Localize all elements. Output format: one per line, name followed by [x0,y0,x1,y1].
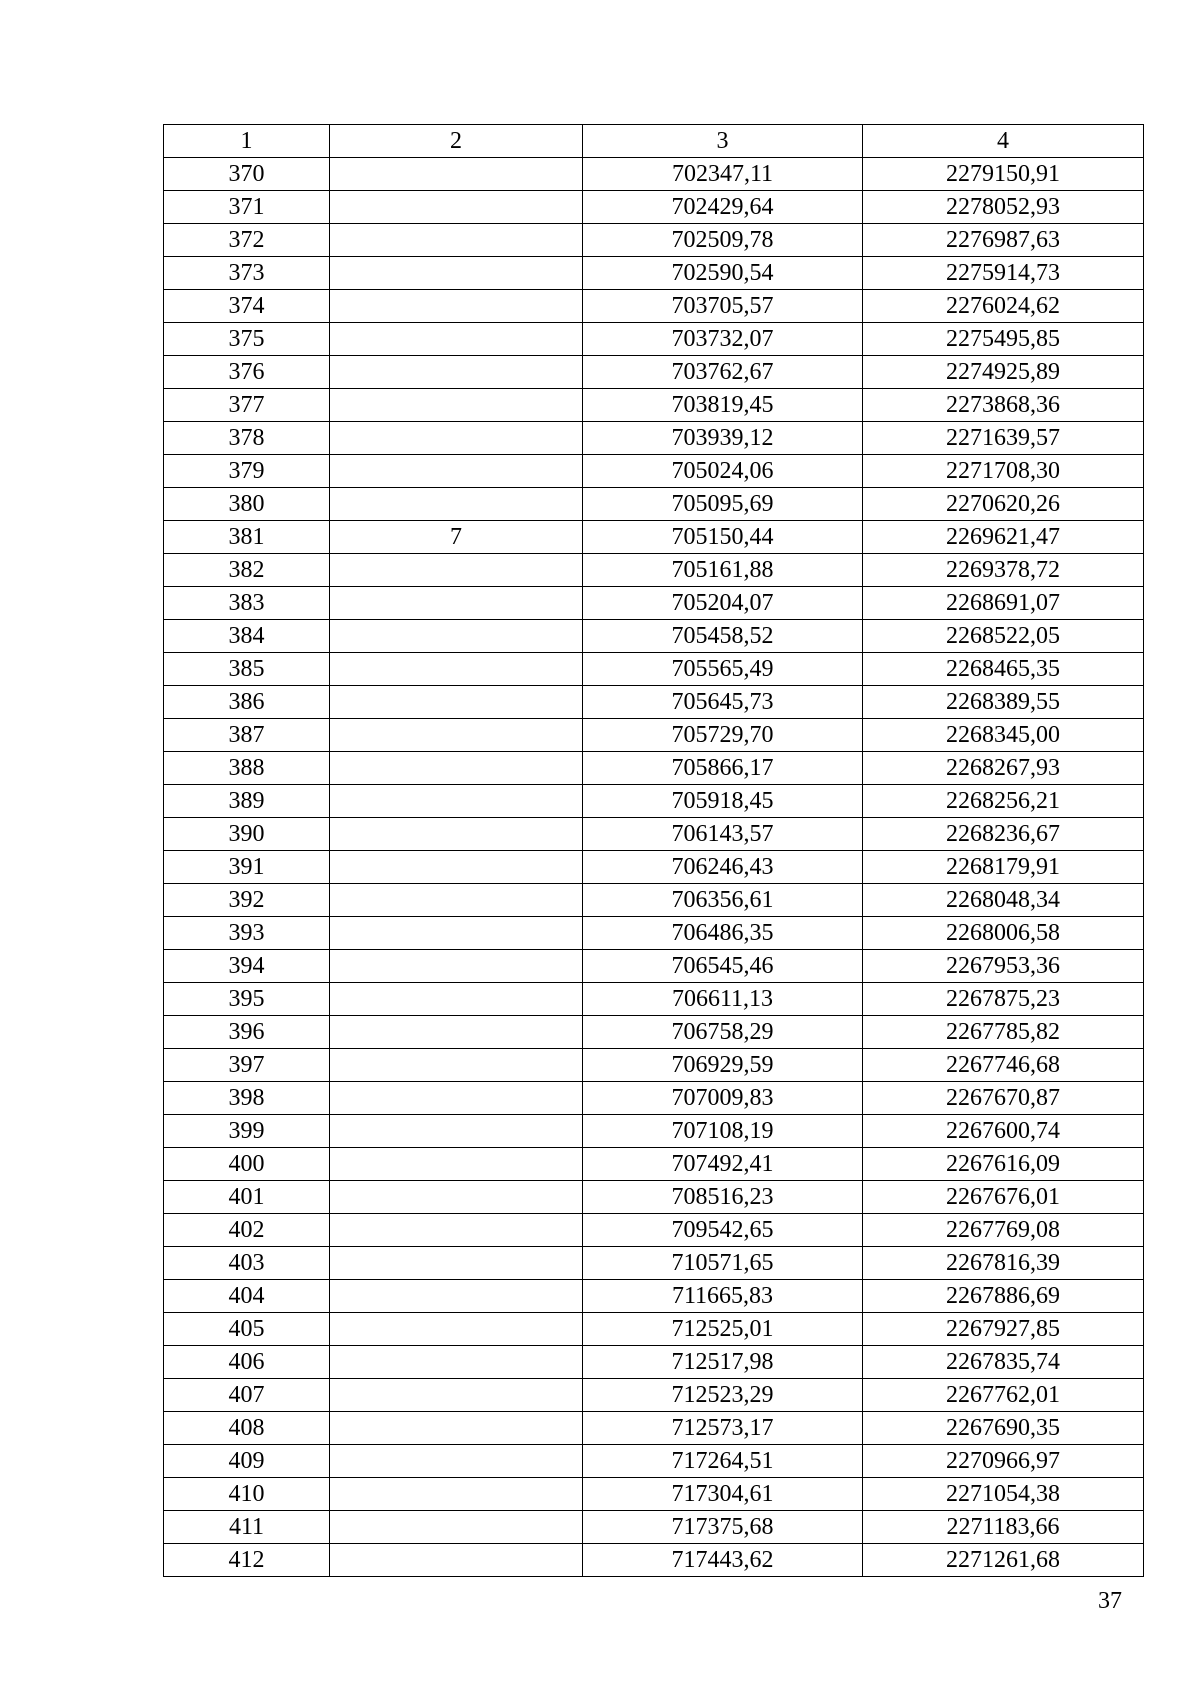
cell-point-number: 389 [164,785,330,818]
cell-point-number: 404 [164,1280,330,1313]
cell-coordinate-y: 2271183,66 [863,1511,1144,1544]
cell-point-number: 379 [164,455,330,488]
table-row [164,1412,1144,1445]
cell-coordinate-y: 2268691,07 [863,587,1144,620]
table-row [164,1016,1144,1049]
cell-coordinate-x: 702347,11 [583,158,863,191]
cell-point-number: 387 [164,719,330,752]
table-body [164,158,1144,1577]
cell-section-number [330,1445,583,1478]
cell-coordinate-y: 2267762,01 [863,1379,1144,1412]
cell-section-number [330,719,583,752]
table-row [164,521,1144,554]
cell-point-number: 402 [164,1214,330,1247]
cell-coordinate-y: 2275495,85 [863,323,1144,356]
cell-point-number: 393 [164,917,330,950]
cell-point-number: 407 [164,1379,330,1412]
cell-coordinate-x: 705204,07 [583,587,863,620]
table-row [164,323,1144,356]
cell-section-number: 7 [330,521,583,554]
cell-section-number [330,752,583,785]
cell-point-number: 378 [164,422,330,455]
cell-coordinate-y: 2267785,82 [863,1016,1144,1049]
cell-coordinate-y: 2268389,55 [863,686,1144,719]
cell-section-number [330,851,583,884]
cell-coordinate-x: 707108,19 [583,1115,863,1148]
cell-point-number: 412 [164,1544,330,1577]
table-row [164,1247,1144,1280]
cell-coordinate-x: 717375,68 [583,1511,863,1544]
cell-point-number: 399 [164,1115,330,1148]
table-row [164,290,1144,323]
cell-section-number [330,290,583,323]
cell-coordinate-x: 717264,51 [583,1445,863,1478]
cell-point-number: 381 [164,521,330,554]
cell-point-number: 408 [164,1412,330,1445]
table-row [164,752,1144,785]
cell-coordinate-x: 706611,13 [583,983,863,1016]
coordinates-table [163,124,1144,1577]
cell-section-number [330,455,583,488]
cell-point-number: 398 [164,1082,330,1115]
cell-point-number: 392 [164,884,330,917]
cell-point-number: 385 [164,653,330,686]
cell-point-number: 386 [164,686,330,719]
table-row [164,983,1144,1016]
cell-coordinate-y: 2276024,62 [863,290,1144,323]
cell-coordinate-x: 705024,06 [583,455,863,488]
cell-coordinate-y: 2276987,63 [863,224,1144,257]
column-header-section-number: 2 [330,125,583,158]
cell-point-number: 384 [164,620,330,653]
cell-coordinate-x: 712525,01 [583,1313,863,1346]
cell-coordinate-x: 717443,62 [583,1544,863,1577]
cell-point-number: 401 [164,1181,330,1214]
table-row [164,587,1144,620]
cell-coordinate-x: 705645,73 [583,686,863,719]
table-row [164,1379,1144,1412]
table-row [164,1445,1144,1478]
cell-coordinate-y: 2267875,23 [863,983,1144,1016]
table-row [164,1511,1144,1544]
table-row [164,785,1144,818]
column-header-coordinate-y: 4 [863,125,1144,158]
cell-coordinate-x: 703819,45 [583,389,863,422]
cell-coordinate-y: 2268256,21 [863,785,1144,818]
cell-section-number [330,1082,583,1115]
cell-coordinate-x: 707492,41 [583,1148,863,1181]
cell-coordinate-y: 2275914,73 [863,257,1144,290]
cell-coordinate-y: 2271708,30 [863,455,1144,488]
cell-coordinate-y: 2268465,35 [863,653,1144,686]
cell-coordinate-x: 708516,23 [583,1181,863,1214]
cell-point-number: 409 [164,1445,330,1478]
cell-coordinate-x: 705095,69 [583,488,863,521]
cell-coordinate-x: 702509,78 [583,224,863,257]
table-row [164,191,1144,224]
cell-point-number: 394 [164,950,330,983]
table-row [164,1346,1144,1379]
cell-point-number: 375 [164,323,330,356]
cell-section-number [330,1049,583,1082]
table-row [164,818,1144,851]
table-row [164,389,1144,422]
cell-coordinate-y: 2271639,57 [863,422,1144,455]
cell-coordinate-x: 705458,52 [583,620,863,653]
cell-point-number: 411 [164,1511,330,1544]
cell-coordinate-y: 2268345,00 [863,719,1144,752]
table-row [164,1478,1144,1511]
cell-coordinate-x: 703939,12 [583,422,863,455]
cell-coordinate-x: 705161,88 [583,554,863,587]
cell-coordinate-x: 702590,54 [583,257,863,290]
cell-section-number [330,422,583,455]
cell-point-number: 382 [164,554,330,587]
cell-coordinate-x: 706246,43 [583,851,863,884]
cell-coordinate-y: 2270966,97 [863,1445,1144,1478]
cell-coordinate-x: 705918,45 [583,785,863,818]
cell-section-number [330,323,583,356]
table-row [164,488,1144,521]
cell-coordinate-x: 703705,57 [583,290,863,323]
cell-section-number [330,620,583,653]
column-header-coordinate-x: 3 [583,125,863,158]
table-row [164,1181,1144,1214]
table-row [164,719,1144,752]
cell-coordinate-x: 706143,57 [583,818,863,851]
cell-coordinate-x: 705565,49 [583,653,863,686]
cell-coordinate-y: 2269378,72 [863,554,1144,587]
table-row [164,224,1144,257]
cell-point-number: 376 [164,356,330,389]
cell-point-number: 410 [164,1478,330,1511]
cell-coordinate-x: 710571,65 [583,1247,863,1280]
cell-coordinate-y: 2268236,67 [863,818,1144,851]
cell-coordinate-y: 2268048,34 [863,884,1144,917]
cell-point-number: 388 [164,752,330,785]
cell-point-number: 397 [164,1049,330,1082]
cell-section-number [330,1280,583,1313]
cell-coordinate-x: 712573,17 [583,1412,863,1445]
cell-section-number [330,224,583,257]
cell-coordinate-y: 2267600,74 [863,1115,1144,1148]
table-row [164,620,1144,653]
cell-coordinate-x: 705729,70 [583,719,863,752]
cell-point-number: 406 [164,1346,330,1379]
cell-section-number [330,785,583,818]
cell-coordinate-y: 2267953,36 [863,950,1144,983]
table-row [164,1313,1144,1346]
cell-section-number [330,257,583,290]
cell-section-number [330,1214,583,1247]
cell-point-number: 390 [164,818,330,851]
cell-section-number [330,1478,583,1511]
cell-point-number: 372 [164,224,330,257]
cell-coordinate-x: 706486,35 [583,917,863,950]
cell-section-number [330,1379,583,1412]
cell-coordinate-y: 2267927,85 [863,1313,1144,1346]
cell-point-number: 391 [164,851,330,884]
cell-coordinate-y: 2268522,05 [863,620,1144,653]
cell-coordinate-y: 2267690,35 [863,1412,1144,1445]
cell-point-number: 371 [164,191,330,224]
cell-section-number [330,950,583,983]
cell-point-number: 403 [164,1247,330,1280]
cell-coordinate-y: 2267886,69 [863,1280,1144,1313]
cell-section-number [330,1544,583,1577]
cell-coordinate-x: 712517,98 [583,1346,863,1379]
table-row [164,653,1144,686]
column-header-point-number: 1 [164,125,330,158]
page-number: 37 [1098,1588,1122,1614]
cell-section-number [330,653,583,686]
table-row [164,686,1144,719]
cell-coordinate-y: 2267616,09 [863,1148,1144,1181]
cell-section-number [330,1115,583,1148]
cell-coordinate-y: 2267816,39 [863,1247,1144,1280]
cell-coordinate-x: 702429,64 [583,191,863,224]
cell-coordinate-x: 706929,59 [583,1049,863,1082]
cell-coordinate-x: 703732,07 [583,323,863,356]
cell-section-number [330,1313,583,1346]
cell-point-number: 373 [164,257,330,290]
cell-point-number: 370 [164,158,330,191]
cell-section-number [330,191,583,224]
table-row [164,851,1144,884]
cell-section-number [330,1412,583,1445]
cell-section-number [330,488,583,521]
cell-coordinate-x: 706545,46 [583,950,863,983]
cell-section-number [330,356,583,389]
cell-point-number: 405 [164,1313,330,1346]
cell-coordinate-x: 709542,65 [583,1214,863,1247]
coordinates-sheet [163,124,1143,1577]
cell-point-number: 380 [164,488,330,521]
cell-coordinate-y: 2267835,74 [863,1346,1144,1379]
table-row [164,917,1144,950]
table-row [164,158,1144,191]
cell-coordinate-x: 707009,83 [583,1082,863,1115]
cell-coordinate-y: 2267746,68 [863,1049,1144,1082]
cell-section-number [330,1346,583,1379]
cell-coordinate-x: 703762,67 [583,356,863,389]
cell-coordinate-y: 2268179,91 [863,851,1144,884]
table-row [164,884,1144,917]
table-row [164,1544,1144,1577]
table-row [164,554,1144,587]
cell-coordinate-y: 2267769,08 [863,1214,1144,1247]
table-row [164,356,1144,389]
cell-coordinate-y: 2268267,93 [863,752,1144,785]
cell-point-number: 383 [164,587,330,620]
cell-coordinate-x: 712523,29 [583,1379,863,1412]
cell-coordinate-x: 706356,61 [583,884,863,917]
cell-point-number: 396 [164,1016,330,1049]
cell-point-number: 395 [164,983,330,1016]
cell-coordinate-y: 2278052,93 [863,191,1144,224]
table-row [164,950,1144,983]
cell-point-number: 400 [164,1148,330,1181]
cell-section-number [330,389,583,422]
cell-section-number [330,983,583,1016]
table-row [164,1115,1144,1148]
cell-coordinate-y: 2279150,91 [863,158,1144,191]
table-row [164,257,1144,290]
cell-coordinate-y: 2273868,36 [863,389,1144,422]
cell-point-number: 374 [164,290,330,323]
cell-section-number [330,884,583,917]
cell-section-number [330,158,583,191]
cell-section-number [330,818,583,851]
cell-coordinate-x: 705866,17 [583,752,863,785]
cell-section-number [330,554,583,587]
cell-section-number [330,1511,583,1544]
table-row [164,422,1144,455]
cell-section-number [330,1181,583,1214]
cell-point-number: 377 [164,389,330,422]
cell-coordinate-y: 2267676,01 [863,1181,1144,1214]
table-row [164,1082,1144,1115]
cell-section-number [330,917,583,950]
cell-coordinate-y: 2271261,68 [863,1544,1144,1577]
cell-coordinate-y: 2271054,38 [863,1478,1144,1511]
cell-section-number [330,1016,583,1049]
table-row [164,1148,1144,1181]
table-row [164,1214,1144,1247]
cell-coordinate-y: 2270620,26 [863,488,1144,521]
cell-section-number [330,587,583,620]
table-row [164,455,1144,488]
cell-coordinate-x: 711665,83 [583,1280,863,1313]
table-header-row [164,125,1144,158]
cell-coordinate-y: 2274925,89 [863,356,1144,389]
cell-coordinate-x: 717304,61 [583,1478,863,1511]
cell-coordinate-x: 705150,44 [583,521,863,554]
cell-section-number [330,1148,583,1181]
cell-coordinate-y: 2267670,87 [863,1082,1144,1115]
cell-section-number [330,1247,583,1280]
cell-coordinate-x: 706758,29 [583,1016,863,1049]
table-row [164,1049,1144,1082]
cell-section-number [330,686,583,719]
cell-coordinate-y: 2269621,47 [863,521,1144,554]
cell-coordinate-y: 2268006,58 [863,917,1144,950]
table-row [164,1280,1144,1313]
